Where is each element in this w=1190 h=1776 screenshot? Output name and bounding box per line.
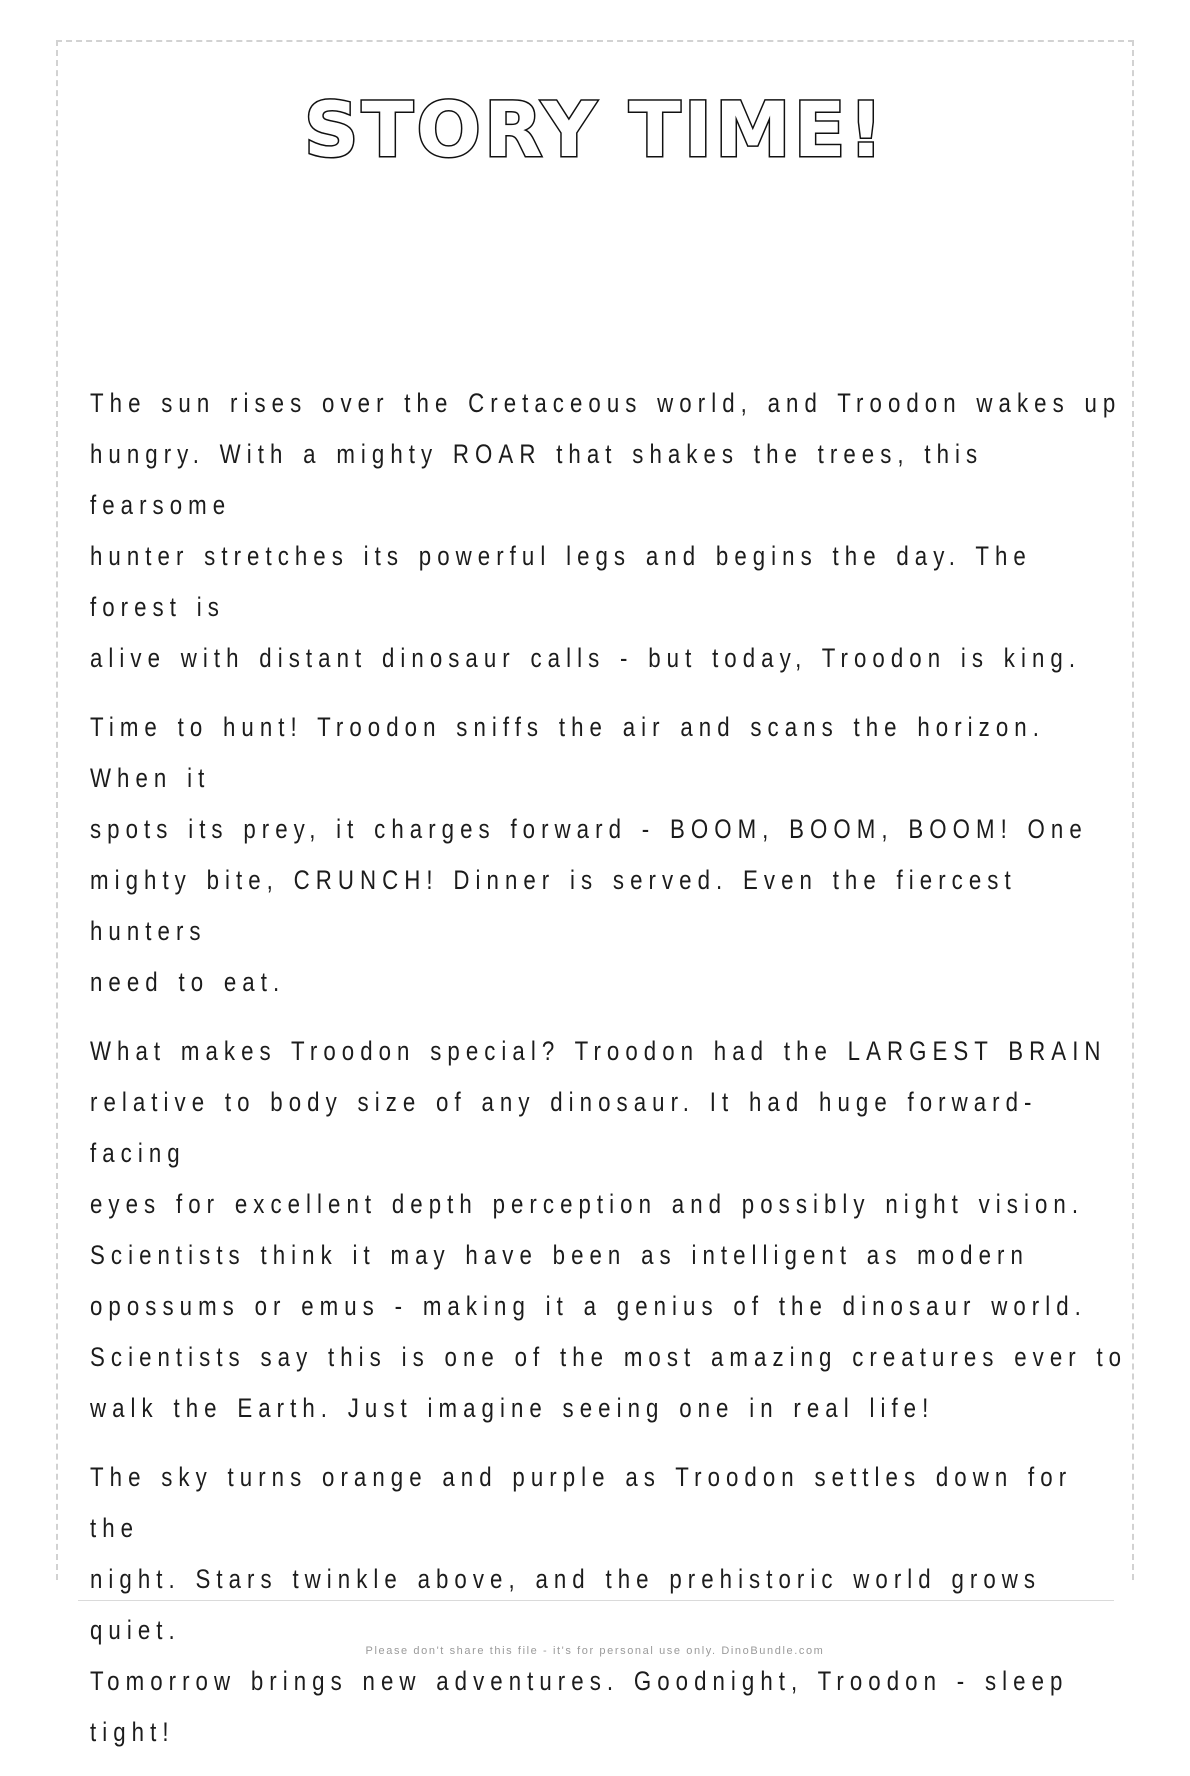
story-body	[90, 378, 1130, 1776]
story-paragraph-morning: The sun rises over the Cretaceous world, and Troodon wakes up hungry. With a mighty ROAR that shakes the trees, this fearsome hunter stretches its powerful legs and begins the day. The forest is alive with distant dinosaur calls - but today, Troodon is king.	[90, 388, 1122, 673]
story-paragraph-night: The sky turns orange and purple as Troodon settles down for the night. Stars twinkle above, and the prehistoric world grows quiet. Tomorrow brings new adventures. Goodnight, Troodon - sleep tight!	[90, 1462, 1073, 1747]
story-paragraph-hunt: Time to hunt! Troodon sniffs the air and scans the horizon. When it spots its prey, it charges forward - BOOM, BOOM, BOOM! One mighty bite, CRUNCH! Dinner is served. Even the fiercest hunters need to eat.	[90, 712, 1088, 997]
page-title: STORY TIME!	[303, 85, 887, 174]
footer-note: Please don't share this file - it's for personal use only. DinoBundle.com	[365, 1645, 825, 1657]
story-paragraph-facts: What makes Troodon special? Troodon had the LARGEST BRAIN relative to body size of any dinosaur. It had huge forward-facing eyes for excellent depth perception and possibly night vision. Scientists think it may have been as intelligent as modern opossums or emus - making it a genius of the dinosaur world. Scientists say this is one of the most amazing creatures ever to walk the Earth. Just imagine seeing one in real life!	[90, 1036, 1128, 1423]
footer-divider	[78, 1600, 1114, 1601]
